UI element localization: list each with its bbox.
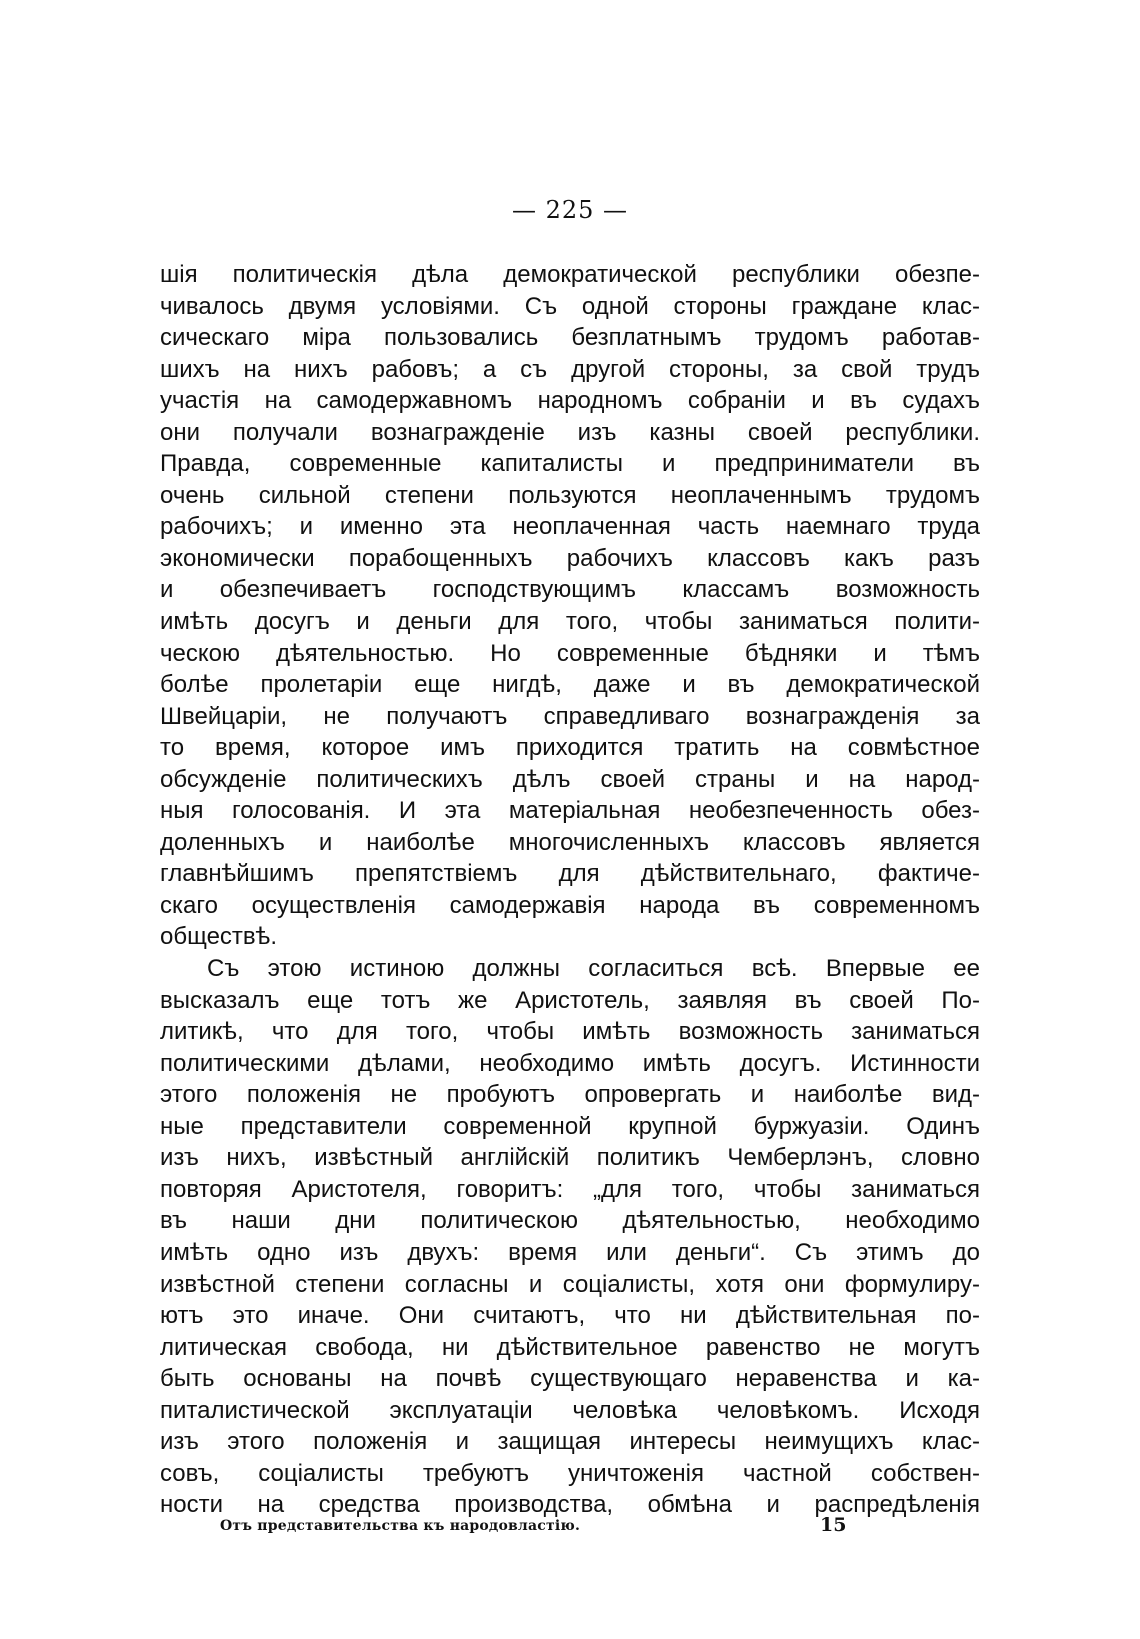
- text-line: въ наши дни политическою дѣятельностью, необходимо: [160, 1207, 980, 1235]
- text-line: литическая свобода, ни дѣйствительное равенство не могутъ: [160, 1333, 980, 1361]
- text-line: Швейцаріи, не получаютъ справедливаго вознагражденія за: [160, 702, 980, 730]
- text-line: доленныхъ и наиболѣе многочисленныхъ классовъ является: [160, 828, 980, 856]
- text-line: ные представители современной крупной буржуазіи. Одинъ: [160, 1112, 980, 1140]
- text-line: повторяя Аристотеля, говоритъ: „для того, чтобы заниматься: [160, 1175, 980, 1203]
- text-line: болѣе пролетаріи еще нигдѣ, даже и въ демократической: [160, 671, 980, 699]
- text-line: быть основаны на почвѣ существующаго неравенства и ка-: [160, 1365, 980, 1393]
- text-line: шихъ на нихъ рабовъ; а съ другой стороны, за свой трудъ: [160, 355, 980, 383]
- text-line: литикѣ, что для того, чтобы имѣть возможность заниматься: [160, 1018, 980, 1046]
- text-line: рабочихъ; и именно эта неоплаченная часть наемнаго труда: [160, 513, 980, 541]
- text-line: экономически порабощенныхъ рабочихъ классовъ какъ разъ: [160, 544, 980, 572]
- text-line: Съ этою истиною должны согласиться всѣ. Впервые ее: [207, 955, 980, 983]
- text-line: они получали вознагражденіе изъ казны своей республики.: [160, 418, 980, 446]
- text-line: шія политическія дѣла демократической республики обезпе-: [160, 261, 980, 288]
- text-line: очень сильной степени пользуются неоплаченнымъ трудомъ: [160, 481, 980, 509]
- text-line: обществѣ.: [160, 923, 278, 951]
- text-line: ческою дѣятельностью. Но современные бѣдняки и тѣмъ: [160, 639, 980, 667]
- text-line: изъ нихъ, извѣстный англійскій политикъ Чемберлэнъ, словно: [160, 1144, 980, 1172]
- text-line: участія на самодержавномъ народномъ собраніи и въ судахъ: [160, 387, 980, 415]
- text-line: политическими дѣлами, необходимо имѣть досугъ. Истинности: [160, 1049, 980, 1077]
- text-line: обсужденіе политическихъ дѣлъ своей страны и на народ-: [160, 765, 980, 793]
- text-line: Правда, современные капиталисты и предприниматели въ: [160, 450, 980, 478]
- footer-signature-mark: 15: [820, 1514, 847, 1536]
- text-line: этого положенія не пробуютъ опровергать и наиболѣе вид-: [160, 1081, 980, 1109]
- footer-book-title: Отъ представительства къ народовластію.: [220, 1518, 581, 1534]
- text-line: имѣть досугъ и деньги для того, чтобы заниматься полити-: [160, 608, 980, 636]
- text-line: имѣть одно изъ двухъ: время или деньги“. Съ этимъ до: [160, 1238, 980, 1266]
- text-line: то время, которое имъ приходится тратить на совмѣстное: [160, 734, 980, 762]
- text-line: совъ, соціалисты требуютъ уничтоженія частной собствен-: [160, 1459, 980, 1487]
- text-line: ности на средства производства, обмѣна и распредѣленія: [160, 1491, 980, 1519]
- text-line: скаго осуществленія самодержавія народа въ современномъ: [160, 891, 980, 919]
- text-line: питалистической эксплуатаціи человѣка человѣкомъ. Исходя: [160, 1396, 980, 1424]
- text-line: извѣстной степени согласны и соціалисты, хотя они формулиру-: [160, 1270, 980, 1298]
- text-line: ютъ это иначе. Они считаютъ, что ни дѣйствительная по-: [160, 1302, 980, 1330]
- text-line: чивалось двумя условіями. Съ одной стороны граждане клас-: [160, 292, 980, 320]
- text-line: высказалъ еще тотъ же Аристотель, заявляя въ своей По-: [160, 986, 980, 1014]
- text-line: сическаго міра пользовались безплатнымъ трудомъ работав-: [160, 324, 980, 352]
- text-line: главнѣйшимъ препятствіемъ для дѣйствительнаго, фактиче-: [160, 860, 980, 888]
- page-number: — 225 —: [511, 196, 629, 224]
- text-line: ныя голосованія. И эта матеріальная необезпеченность обез-: [160, 797, 980, 825]
- text-line: и обезпечиваетъ господствующимъ классамъ возможность: [160, 576, 980, 604]
- body-text: [160, 259, 980, 1521]
- text-line: изъ этого положенія и защищая интересы неимущихъ клас-: [160, 1428, 980, 1456]
